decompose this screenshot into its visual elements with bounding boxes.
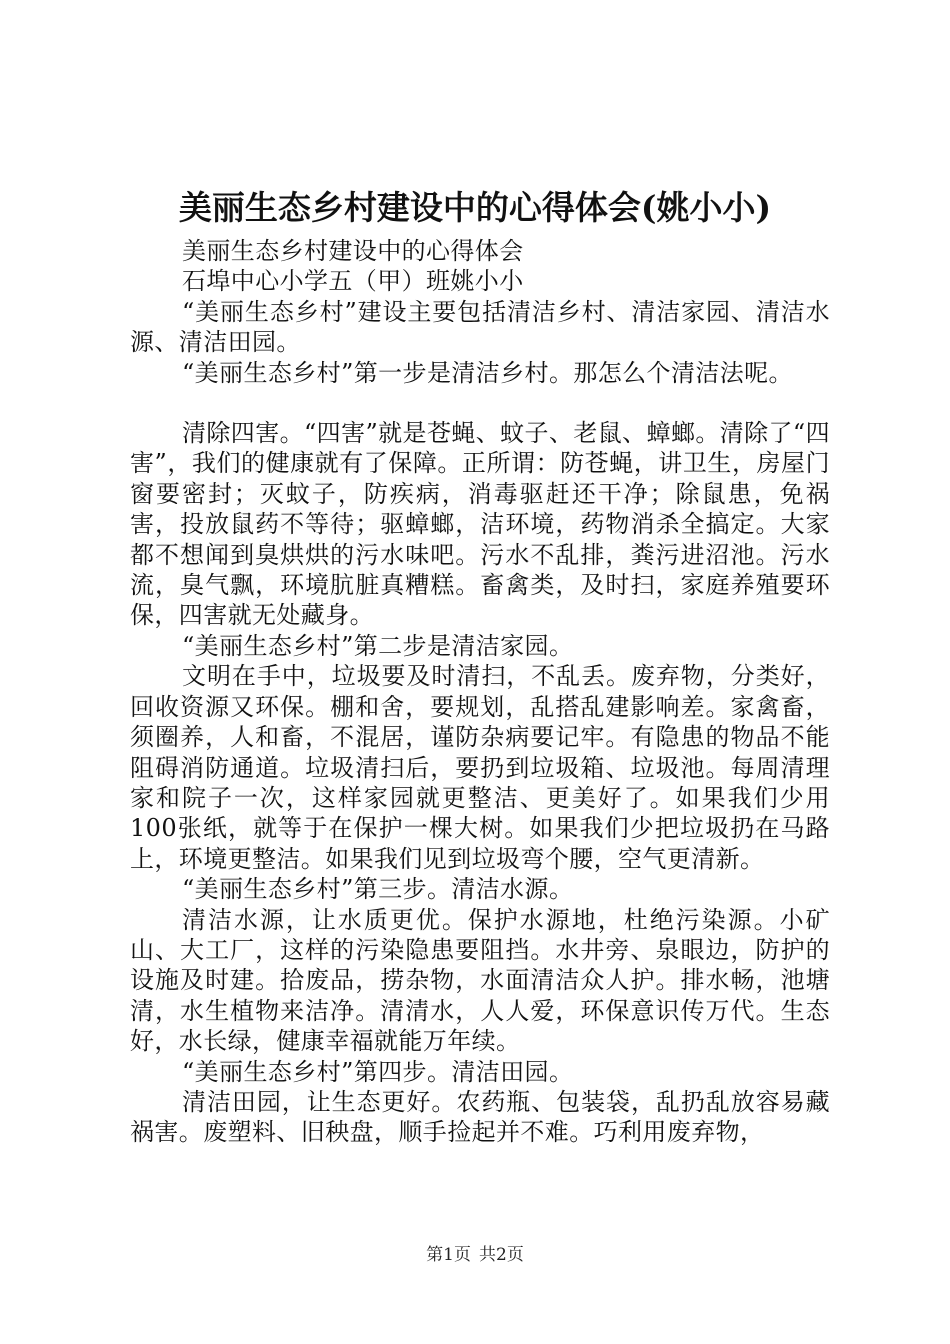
page-number: 第1页 bbox=[426, 1245, 471, 1265]
paragraph-clean-home: 文明在手中，垃圾要及时清扫，不乱丢。废弃物，分类好，回收资源又环保。棚和舍，要规划，乱搭乱建影响差。家禽畜，须圈养，人和畜，不混居，谨防杂病要记牢。有隐患的物品不能阻碍消防通道。垃圾清扫后，要扔到垃圾箱、垃圾池。每周清理家和院子一次，这样家园就更整洁、更美好了。如果我们少用100张纸，就等于在保护一棵大树。如果我们少把垃圾扔在马路上，环境更整洁。如果我们见到垃圾弯个腰，空气更清新。 bbox=[130, 662, 830, 873]
paragraph-gap bbox=[130, 388, 830, 418]
document-title: 美丽生态乡村建设中的心得体会(姚小小) bbox=[178, 188, 772, 227]
page-total: 共2页 bbox=[479, 1245, 524, 1265]
paragraph-step-two: “美丽生态乡村”第二步是清洁家园。 bbox=[182, 631, 574, 660]
page-footer bbox=[0, 1243, 950, 1267]
paragraph-intro: “美丽生态乡村”建设主要包括清洁乡村、清洁家园、清洁水源、清洁田园。 bbox=[130, 297, 830, 357]
paragraph-step-three: “美丽生态乡村”第三步。清洁水源。 bbox=[182, 875, 574, 904]
paragraph-subtitle: 美丽生态乡村建设中的心得体会 bbox=[182, 237, 524, 265]
document-body bbox=[130, 236, 830, 1148]
paragraph-clean-water: 清洁水源，让水质更优。保护水源地，杜绝污染源。小矿山、大工厂，这样的污染隐患要阻挡。水井旁、泉眼边，防护的设施及时建。拾废品，捞杂物，水面清洁众人护。排水畅，池塘清，水生植物来洁净。清清水，人人爱，环保意识传万代。生态好，水长绿，健康幸福就能万年续。 bbox=[130, 905, 830, 1056]
paragraph-author: 石埠中心小学五（甲）班姚小小 bbox=[182, 267, 524, 296]
paragraph-four-pests: 清除四害。“四害”就是苍蝇、蚊子、老鼠、蟑螂。清除了“四害”，我们的健康就有了保障。正所谓：防苍蝇，讲卫生，房屋门窗要密封；灭蚊子，防疾病，消毒驱赶还干净；除鼠患，免祸害，投放鼠药不等待；驱蟑螂，洁环境，药物消杀全搞定。大家都不想闻到臭烘烘的污水味吧。污水不乱排，粪污进沼池。污水流，臭气飘，环境肮脏真糟糕。畜禽类，及时扫，家庭养殖要环保，四害就无处藏身。 bbox=[130, 419, 831, 630]
paragraph-step-one: “美丽生态乡村”第一步是清洁乡村。那怎么个清洁法呢。 bbox=[182, 358, 793, 387]
paragraph-step-four: “美丽生态乡村”第四步。清洁田园。 bbox=[182, 1057, 574, 1086]
paragraph-clean-fields: 清洁田园，让生态更好。农药瓶、包装袋，乱扔乱放容易藏祸害。废塑料、旧秧盘，顺手捡起并不难。巧利用废弃物， bbox=[130, 1087, 830, 1147]
